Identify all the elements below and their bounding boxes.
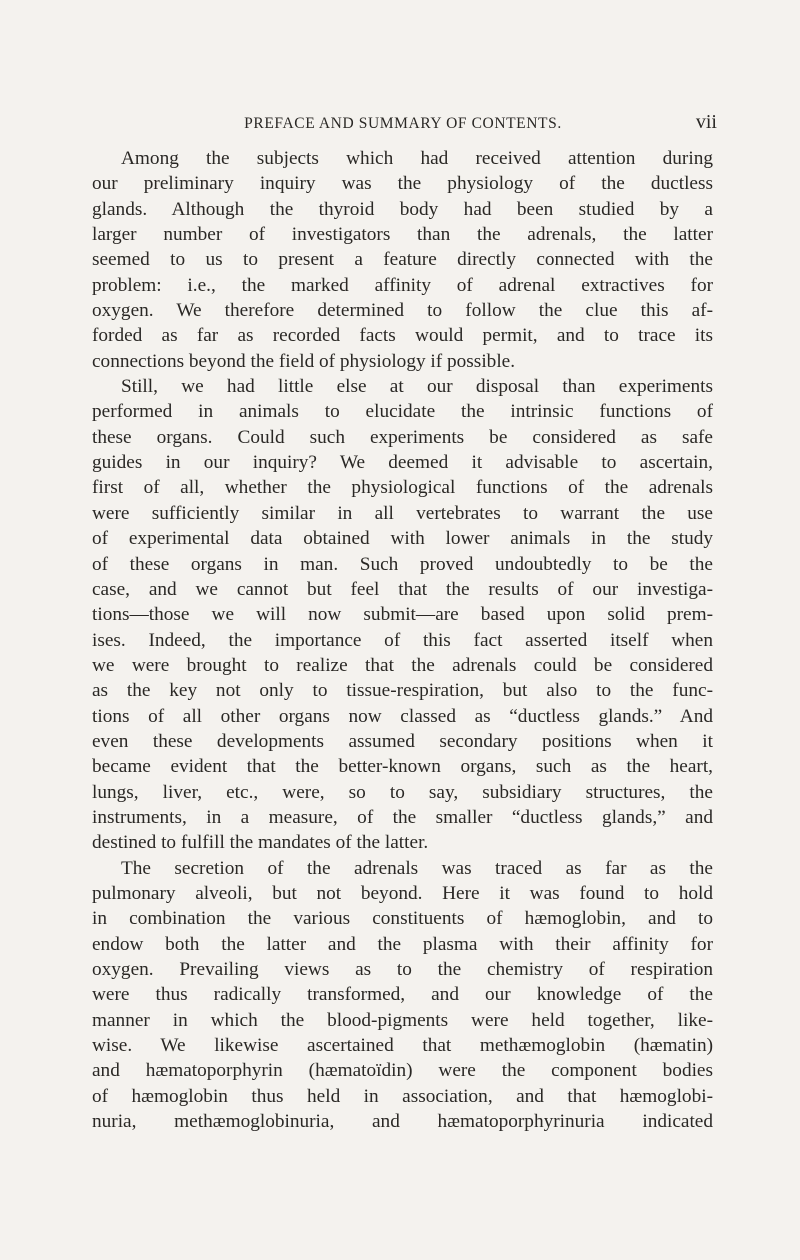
text-line: tions of all other organs now classed as “ductless glands.” And [92,705,713,727]
text-line: of experimental data obtained with lower animals in the study [92,528,713,550]
text-line: we were brought to realize that the adrenals could be considered [92,654,713,676]
text-line: seemed to us to present a feature directly connected with the [92,249,713,271]
text-line: were sufficiently similar in all vertebrates to warrant the use [92,502,713,524]
text-line: Among the subjects which had received attention during [121,148,713,169]
text-line: manner in which the blood-pigments were held together, like- [92,1009,713,1031]
text-line: our preliminary inquiry was the physiology of the ductless [92,173,713,195]
running-title: PREFACE AND SUMMARY OF CONTENTS. [244,115,562,132]
text-line: oxygen. We therefore determined to follow the clue this af- [92,300,713,322]
text-line: even these developments assumed secondary positions when it [92,730,713,752]
text-line: of these organs in man. Such proved undoubtedly to be the [92,553,713,575]
text-line: nuria, methæmoglobinuria, and hæmatoporphyrinuria indicated [92,1111,713,1133]
text-line: and hæmatoporphyrin (hæmatoïdin) were the component bodies [92,1060,713,1082]
text-line: connections beyond the field of physiology if possible. [92,350,516,372]
page-number: vii [695,111,717,133]
text-line: Still, we had little else at our disposal than experiments [121,376,713,398]
text-line: problem: i.e., the marked affinity of adrenal extractives for [92,274,713,296]
text-line: were thus radically transformed, and our knowledge of the [92,984,713,1006]
text-line: of hæmoglobin thus held in association, and that hæmoglobi- [92,1085,713,1107]
text-line: wise. We likewise ascertained that methæmoglobin (hæmatin) [92,1035,713,1057]
text-line: larger number of investigators than the adrenals, the latter [92,224,713,246]
text-line: tions—those we will now submit—are based upon solid prem- [92,604,713,626]
text-line: instruments, in a measure, of the smaller “ductless glands,” and [92,806,713,828]
text-line: endow both the latter and the plasma with their affinity for [92,933,713,955]
text-line: guides in our inquiry? We deemed it advisable to ascertain, [92,452,713,474]
text-line: these organs. Could such experiments be considered as safe [92,426,713,448]
text-line: in combination the various constituents of hæmoglobin, and to [92,908,713,930]
text-line: forded as far as recorded facts would permit, and to trace its [92,325,713,347]
text-line: glands. Although the thyroid body had been studied by a [92,198,713,220]
text-line: ises. Indeed, the importance of this fact asserted itself when [92,629,713,651]
text-line: as the key not only to tissue-respiration, but also to the func- [92,680,713,702]
text-line: first of all, whether the physiological functions of the adrenals [92,477,713,499]
running-head [93,111,717,137]
text-line: The secretion of the adrenals was traced as far as the [121,857,713,879]
text-line: pulmonary alveoli, but not beyond. Here it was found to hold [92,882,713,904]
text-line: lungs, liver, etc., were, so to say, subsidiary structures, the [92,781,713,803]
text-line: performed in animals to elucidate the intrinsic functions of [92,401,713,423]
text-line: destined to fulfill the mandates of the latter. [92,832,429,854]
text-line: oxygen. Prevailing views as to the chemistry of respiration [92,959,713,980]
text-line: case, and we cannot but feel that the results of our investiga- [92,578,713,600]
body-text [92,146,713,1134]
text-line: became evident that the better-known organs, such as the heart, [92,756,713,778]
